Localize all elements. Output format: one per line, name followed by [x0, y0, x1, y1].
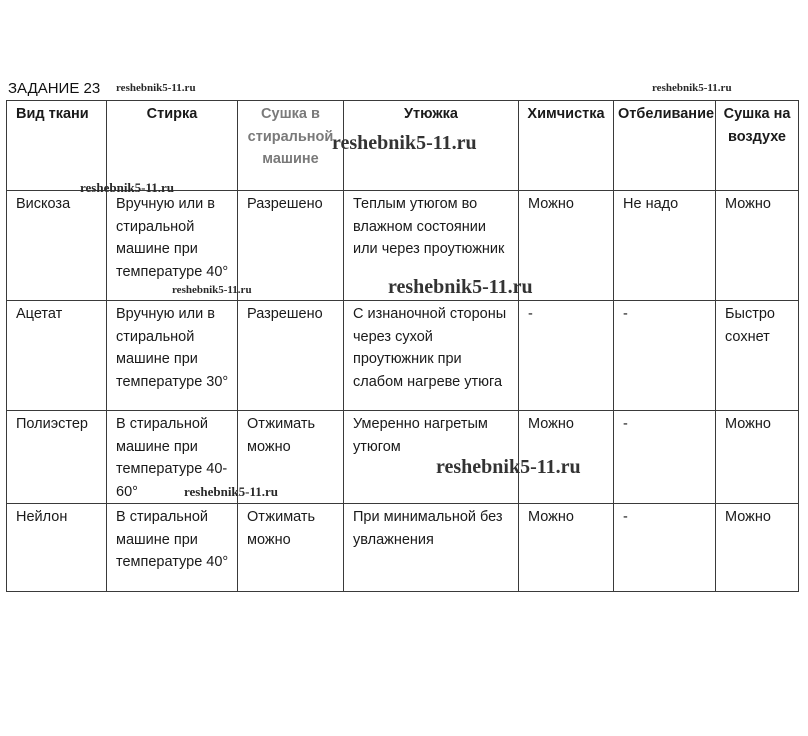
- cell-fabric: Ацетат: [7, 301, 107, 411]
- header-ironing: Утюжка: [344, 101, 519, 191]
- cell-bleaching: -: [614, 411, 716, 504]
- watermark-text: reshebnik5-11.ru: [80, 180, 175, 195]
- cell-ironing: С изнаночной стороны через сухой проутюжник при слабом нагреве утюга: [344, 301, 519, 411]
- table-row: [7, 301, 799, 411]
- cell-dry-cleaning: -: [519, 301, 614, 411]
- cell-bleaching: Не надо: [614, 191, 716, 301]
- cell-ironing: При минимальной без увлажнения: [344, 504, 519, 592]
- cell-fabric: Нейлон: [7, 504, 107, 592]
- watermark-text: reshebnik5-11.ru: [116, 82, 196, 94]
- task-title: ЗАДАНИЕ 23: [8, 80, 101, 97]
- watermark-text: reshebnik5-11.ru: [332, 132, 477, 154]
- cell-washing: Вручную или в стиральной машине при температуре 40°: [107, 191, 238, 301]
- cell-fabric: Вискоза: [7, 191, 107, 301]
- header-dry-cleaning: Химчистка: [519, 101, 614, 191]
- header-washing: Стирка: [107, 101, 238, 191]
- cell-bleaching: -: [614, 301, 716, 411]
- cell-washing: В стиральной машине при температуре 40°: [107, 504, 238, 592]
- cell-dry-cleaning: Можно: [519, 411, 614, 504]
- cell-air-drying: Можно: [716, 504, 799, 592]
- cell-machine-drying: Отжимать можно: [238, 504, 344, 592]
- cell-washing: Вручную или в стиральной машине при температуре 30°: [107, 301, 238, 411]
- cell-machine-drying: Отжимать можно: [238, 411, 344, 504]
- watermark-text: reshebnik5-11.ru: [172, 284, 252, 296]
- watermark-text: reshebnik5-11.ru: [388, 276, 533, 298]
- cell-ironing: Умеренно нагретым утюгом: [344, 411, 519, 504]
- cell-washing: В стиральной машине при температуре 40-60°: [107, 411, 238, 504]
- fabric-care-table: [6, 100, 799, 592]
- watermark-text: reshebnik5-11.ru: [652, 82, 732, 94]
- cell-air-drying: Можно: [716, 191, 799, 301]
- cell-machine-drying: Разрешено: [238, 191, 344, 301]
- header-machine-drying: Сушка в стиральной машине: [238, 101, 344, 191]
- cell-fabric: Полиэстер: [7, 411, 107, 504]
- header-air-drying: Сушка на воздухе: [716, 101, 799, 191]
- watermark-text: reshebnik5-11.ru: [184, 484, 279, 499]
- cell-dry-cleaning: Можно: [519, 191, 614, 301]
- cell-dry-cleaning: Можно: [519, 504, 614, 592]
- header-fabric-type: Вид ткани: [7, 101, 107, 191]
- header-bleaching: Отбеливание: [614, 101, 716, 191]
- cell-ironing: Теплым утюгом во влажном состоянии или через проутюжник: [344, 191, 519, 301]
- table-row: [7, 504, 799, 592]
- cell-bleaching: -: [614, 504, 716, 592]
- cell-air-drying: Можно: [716, 411, 799, 504]
- cell-air-drying: Быстро сохнет: [716, 301, 799, 411]
- watermark-text: reshebnik5-11.ru: [436, 456, 581, 478]
- cell-machine-drying: Разрешено: [238, 301, 344, 411]
- table-row: [7, 411, 799, 504]
